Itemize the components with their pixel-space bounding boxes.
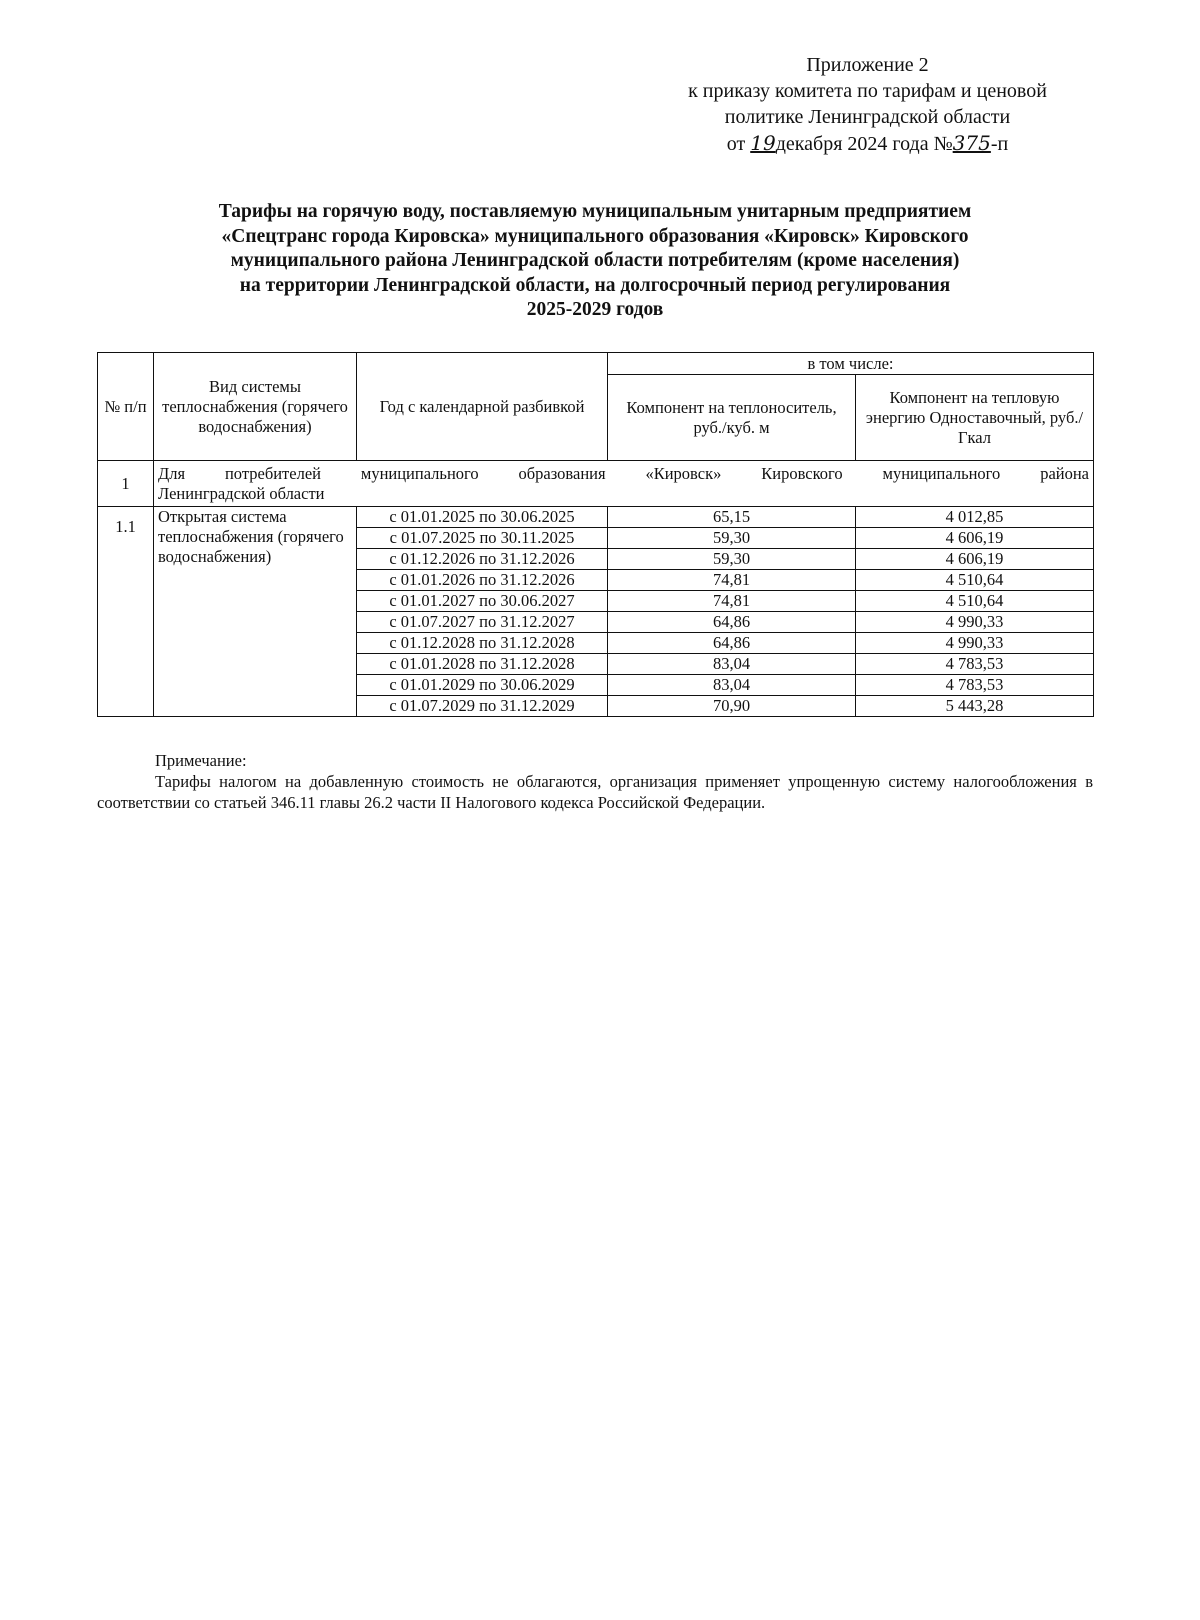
notes-label: Примечание: [155,751,247,770]
header-num: № п/п [98,353,154,461]
period-cell: с 01.01.2027 по 30.06.2027 [357,591,608,612]
header-including: в том числе: [608,353,1094,375]
energy-cell: 4 990,33 [856,633,1094,654]
energy-cell: 4 510,64 [856,570,1094,591]
notes [97,750,1093,813]
header-year: Год с календарной разбивкой [357,353,608,461]
energy-cell: 4 606,19 [856,528,1094,549]
period-cell: с 01.12.2026 по 31.12.2026 [357,549,608,570]
title-line: «Спецтранс города Кировска» муниципального образования «Кировск» Кировского [221,225,969,247]
appendix-line: к приказу комитета по тарифам и ценовой [688,80,1047,102]
period-cell: с 01.01.2026 по 31.12.2026 [357,570,608,591]
number-suffix: -п [990,133,1009,155]
date-prefix: от [726,133,751,155]
section-text: Ленинградской области [158,483,325,503]
energy-cell: 4 012,85 [856,507,1094,528]
carrier-cell: 59,30 [608,549,856,570]
title-line: 2025-2029 годов [526,299,664,320]
carrier-cell: 83,04 [608,654,856,675]
period-cell: с 01.07.2027 по 31.12.2027 [357,612,608,633]
period-cell: с 01.01.2028 по 31.12.2028 [357,654,608,675]
section-num: 1 [98,461,154,507]
energy-cell: 4 783,53 [856,675,1094,696]
header-carrier: Компонент на теплоноситель, руб./куб. м [608,375,856,461]
carrier-cell: 64,86 [608,612,856,633]
header-energy: Компонент на тепловую энергию Одноставочный, руб./Гкал [856,375,1094,461]
title-line: муниципального района Ленинградской области потребителям (кроме населения) [230,250,960,271]
group-num: 1.1 [98,507,154,717]
period-cell: с 01.01.2025 по 30.06.2025 [357,507,608,528]
period-cell: с 01.12.2028 по 31.12.2028 [357,633,608,654]
appendix-line: Приложение 2 [806,54,929,76]
handwritten-number: 375 [952,131,991,155]
tariff-table [97,352,1094,717]
group-system: Открытая система теплоснабжения (горячего водоснабжения) [154,507,357,717]
notes-text: Тарифы налогом на добавленную стоимость не облагаются, организация применяет упрощенную систему налогообложения в соответствии со статьей 346.11 главы 26.2 части II Налогового кодекса Российской Федерации. [97,772,1093,812]
carrier-cell: 64,86 [608,633,856,654]
carrier-cell: 70,90 [608,696,856,717]
period-cell: с 01.07.2029 по 31.12.2029 [357,696,608,717]
handwritten-day: 19 [750,131,776,155]
carrier-cell: 65,15 [608,507,856,528]
section-title [154,461,1094,507]
appendix-header [640,52,1095,157]
carrier-cell: 59,30 [608,528,856,549]
energy-cell: 5 443,28 [856,696,1094,717]
energy-cell: 4 783,53 [856,654,1094,675]
title-line: Тарифы на горячую воду, поставляемую муниципальным унитарным предприятием [218,201,972,222]
energy-cell: 4 990,33 [856,612,1094,633]
energy-cell: 4 510,64 [856,591,1094,612]
appendix-line: политике Ленинградской области [724,106,1011,128]
table-row [98,507,1094,528]
document-title [100,200,1090,323]
energy-cell: 4 606,19 [856,549,1094,570]
section-text: Для потребителей муниципального образования «Кировск» Кировского муниципального района [158,463,1089,483]
carrier-cell: 83,04 [608,675,856,696]
carrier-cell: 74,81 [608,591,856,612]
date-text: декабря 2024 года № [775,133,953,155]
carrier-cell: 74,81 [608,570,856,591]
appendix-date-line [640,130,1095,157]
period-cell: с 01.07.2025 по 30.11.2025 [357,528,608,549]
period-cell: с 01.01.2029 по 30.06.2029 [357,675,608,696]
header-system: Вид системы теплоснабжения (горячего водоснабжения) [154,353,357,461]
title-line: на территории Ленинградской области, на долгосрочный период регулирования [239,274,951,296]
